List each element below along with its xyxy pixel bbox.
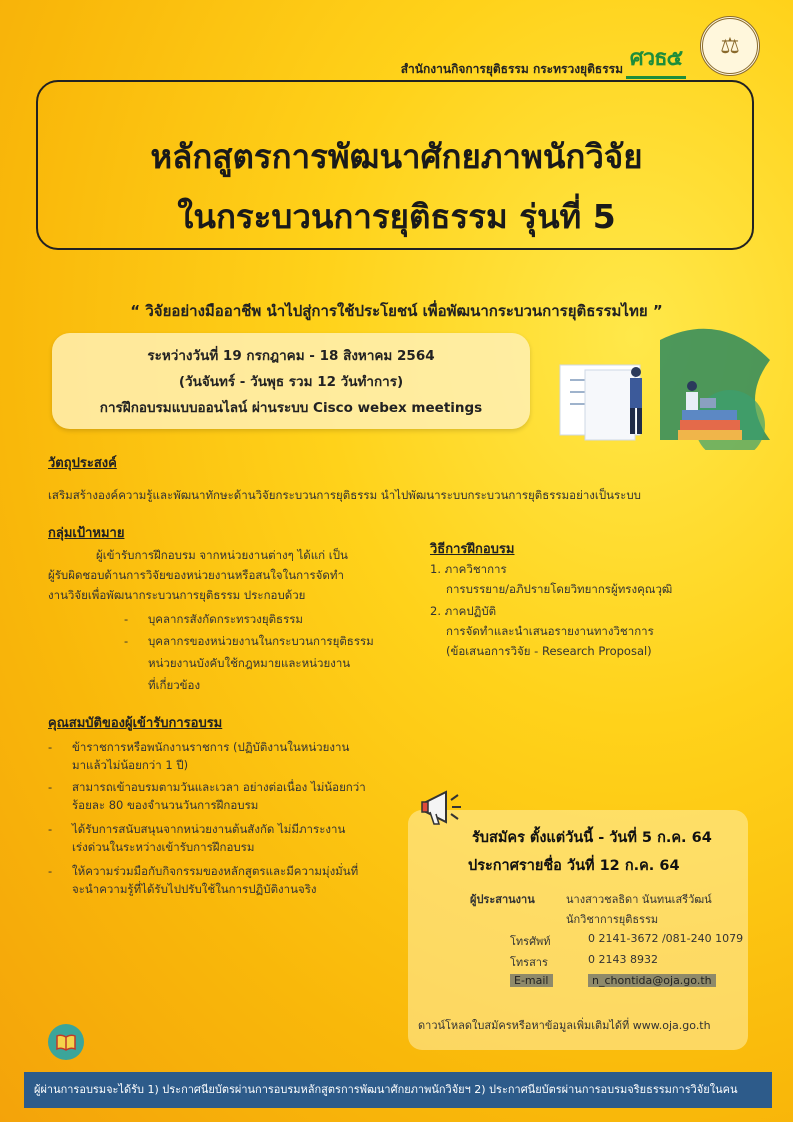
qual-2b: ร้อยละ 80 ของจำนวนวันการฝึกอบรม bbox=[72, 798, 259, 812]
oja-logo: ศวธ๕ bbox=[626, 42, 686, 79]
megaphone-icon bbox=[418, 782, 468, 832]
objective-text: เสริมสร้างองค์ความรู้และพัฒนาทักษะด้านวิจัยกระบวนการยุติธรรม นำไปพัฒนาระบบกระบวนการยุติธรรมอย่างเป็นระบบ bbox=[48, 488, 641, 502]
method-heading: วิธีการฝึกอบรม bbox=[430, 542, 515, 557]
qual-3b: เร่งด่วนในระหว่างเข้ารับการฝึกอบรม bbox=[72, 840, 255, 854]
book-icon bbox=[48, 1024, 84, 1060]
qual-1b: มาแล้วไม่น้อยกว่า 1 ปี) bbox=[72, 758, 189, 772]
email-address[interactable]: n_chontida@oja.go.th bbox=[588, 974, 716, 987]
method-item-2: 2. ภาคปฏิบัติ bbox=[430, 604, 497, 618]
method-item-2-sub1: การจัดทำและนำเสนอรายงานทางวิชาการ bbox=[446, 624, 654, 638]
qual-4a: ให้ความร่วมมือกับกิจกรรมของหลักสูตรและมีความมุ่งมั่นที่ bbox=[72, 864, 359, 878]
phone-number: 0 2141-3672 /081-240 1079 bbox=[588, 932, 744, 945]
schedule-dates: ระหว่างวันที่ 19 กรกฎาคม - 18 สิงหาคม 2564 bbox=[147, 348, 435, 364]
objective-heading: วัตถุประสงค์ bbox=[48, 456, 117, 471]
target-item-1: บุคลากรสังกัดกระทรวงยุติธรรม bbox=[148, 612, 304, 626]
qual-bullet-2: - bbox=[48, 780, 53, 794]
qualification-heading: คุณสมบัติของผู้เข้ารับการอบรม bbox=[48, 716, 223, 731]
target-intro-1: ผู้เข้ารับการฝึกอบรม จากหน่วยงานต่างๆ ได้แก่ เป็น bbox=[96, 548, 348, 562]
method-item-1: 1. ภาควิชาการ bbox=[430, 562, 507, 576]
qual-4b: จะนำความรู้ที่ได้รับไปปรับใช้ในการปฏิบัติงานจริง bbox=[72, 882, 317, 896]
target-intro-3: งานวิจัยเพื่อพัฒนากระบวนการยุติธรรม ประกอบด้วย bbox=[48, 588, 306, 602]
qual-2a: สามารถเข้าอบรมตามวันและเวลา อย่างต่อเนื่อง ไม่น้อยกว่า bbox=[72, 780, 366, 794]
course-title-line2: ในกระบวนการยุติธรรม รุ่นที่ 5 bbox=[177, 197, 616, 236]
organization-name: สำนักงานกิจการยุติธรรม กระทรวงยุติธรรม bbox=[400, 62, 623, 76]
qual-3a: ได้รับการสนับสนุนจากหน่วยงานต้นสังกัด ไม่มีภาระงาน bbox=[72, 822, 346, 836]
coordinator-title: นักวิชาการยุติธรรม bbox=[566, 913, 659, 926]
schedule-online: การฝึกอบรมแบบออนไลน์ ผ่านระบบ Cisco webex meetings bbox=[99, 400, 483, 416]
qual-bullet-4: - bbox=[48, 864, 53, 878]
coordinator-label: ผู้ประสานงาน bbox=[470, 893, 535, 906]
qual-1a: ข้าราชการหรือพนักงานราชการ (ปฏิบัติงานในหน่วยงาน bbox=[72, 740, 350, 754]
target-item-2c: ที่เกี่ยวข้อง bbox=[148, 678, 201, 692]
coordinator-name: นางสาวชลธิดา นันทนเสรีวัฒน์ bbox=[566, 893, 712, 906]
qual-bullet-1: - bbox=[48, 740, 53, 754]
email-label: E-mail bbox=[510, 974, 553, 987]
method-item-2-sub2: (ข้อเสนอการวิจัย - Research Proposal) bbox=[446, 644, 652, 658]
schedule-days: (วันจันทร์ - วันพุธ รวม 12 วันทำการ) bbox=[178, 374, 404, 390]
download-info: ดาวน์โหลดใบสมัครหรือหาข้อมูลเพิ่มเติมได้ที่ www.oja.go.th bbox=[418, 1019, 711, 1032]
course-title-line1: หลักสูตรการพัฒนาศักยภาพนักวิจัย bbox=[150, 137, 643, 176]
fax-label: โทรสาร bbox=[510, 956, 548, 969]
target-item-2a: บุคลากรของหน่วยงานในกระบวนการยุติธรรม bbox=[148, 634, 374, 648]
certificate-footer: ผู้ผ่านการอบรมจะได้รับ 1) ประกาศนียบัตรผ่านการอบรมหลักสูตรการพัฒนาศักยภาพนักวิจัยฯ 2) ประกาศนียบัตรผ่านการอบรมจริยธรรมการวิจัยในคน bbox=[24, 1072, 772, 1108]
phone-label: โทรศัพท์ bbox=[510, 935, 551, 948]
research-illustration bbox=[540, 320, 780, 450]
justice-seal-icon: ⚖ bbox=[700, 16, 760, 76]
slogan: “ วิจัยอย่างมืออาชีพ นำไปสู่การใช้ประโยชน์ เพื่อพัฒนากระบวนการยุติธรรมไทย ” bbox=[130, 302, 663, 320]
target-bullet-1: - bbox=[124, 612, 129, 626]
fax-number: 0 2143 8932 bbox=[588, 953, 658, 966]
target-bullet-2: - bbox=[124, 634, 129, 648]
target-item-2b: หน่วยงานบังคับใช้กฎหมายและหน่วยงาน bbox=[148, 656, 351, 670]
target-intro-2: ผู้รับผิดชอบด้านการวิจัยของหน่วยงานหรือสนใจในการจัดทำ bbox=[48, 568, 344, 582]
registration-period: รับสมัคร ตั้งแต่วันนี้ - วันที่ 5 ก.ค. 64 bbox=[472, 830, 712, 846]
method-item-1-sub: การบรรยาย/อภิปรายโดยวิทยากรผู้ทรงคุณวุฒิ bbox=[446, 582, 673, 596]
qual-bullet-3: - bbox=[48, 822, 53, 836]
target-heading: กลุ่มเป้าหมาย bbox=[48, 526, 125, 541]
announcement-date: ประกาศรายชื่อ วันที่ 12 ก.ค. 64 bbox=[468, 858, 680, 874]
